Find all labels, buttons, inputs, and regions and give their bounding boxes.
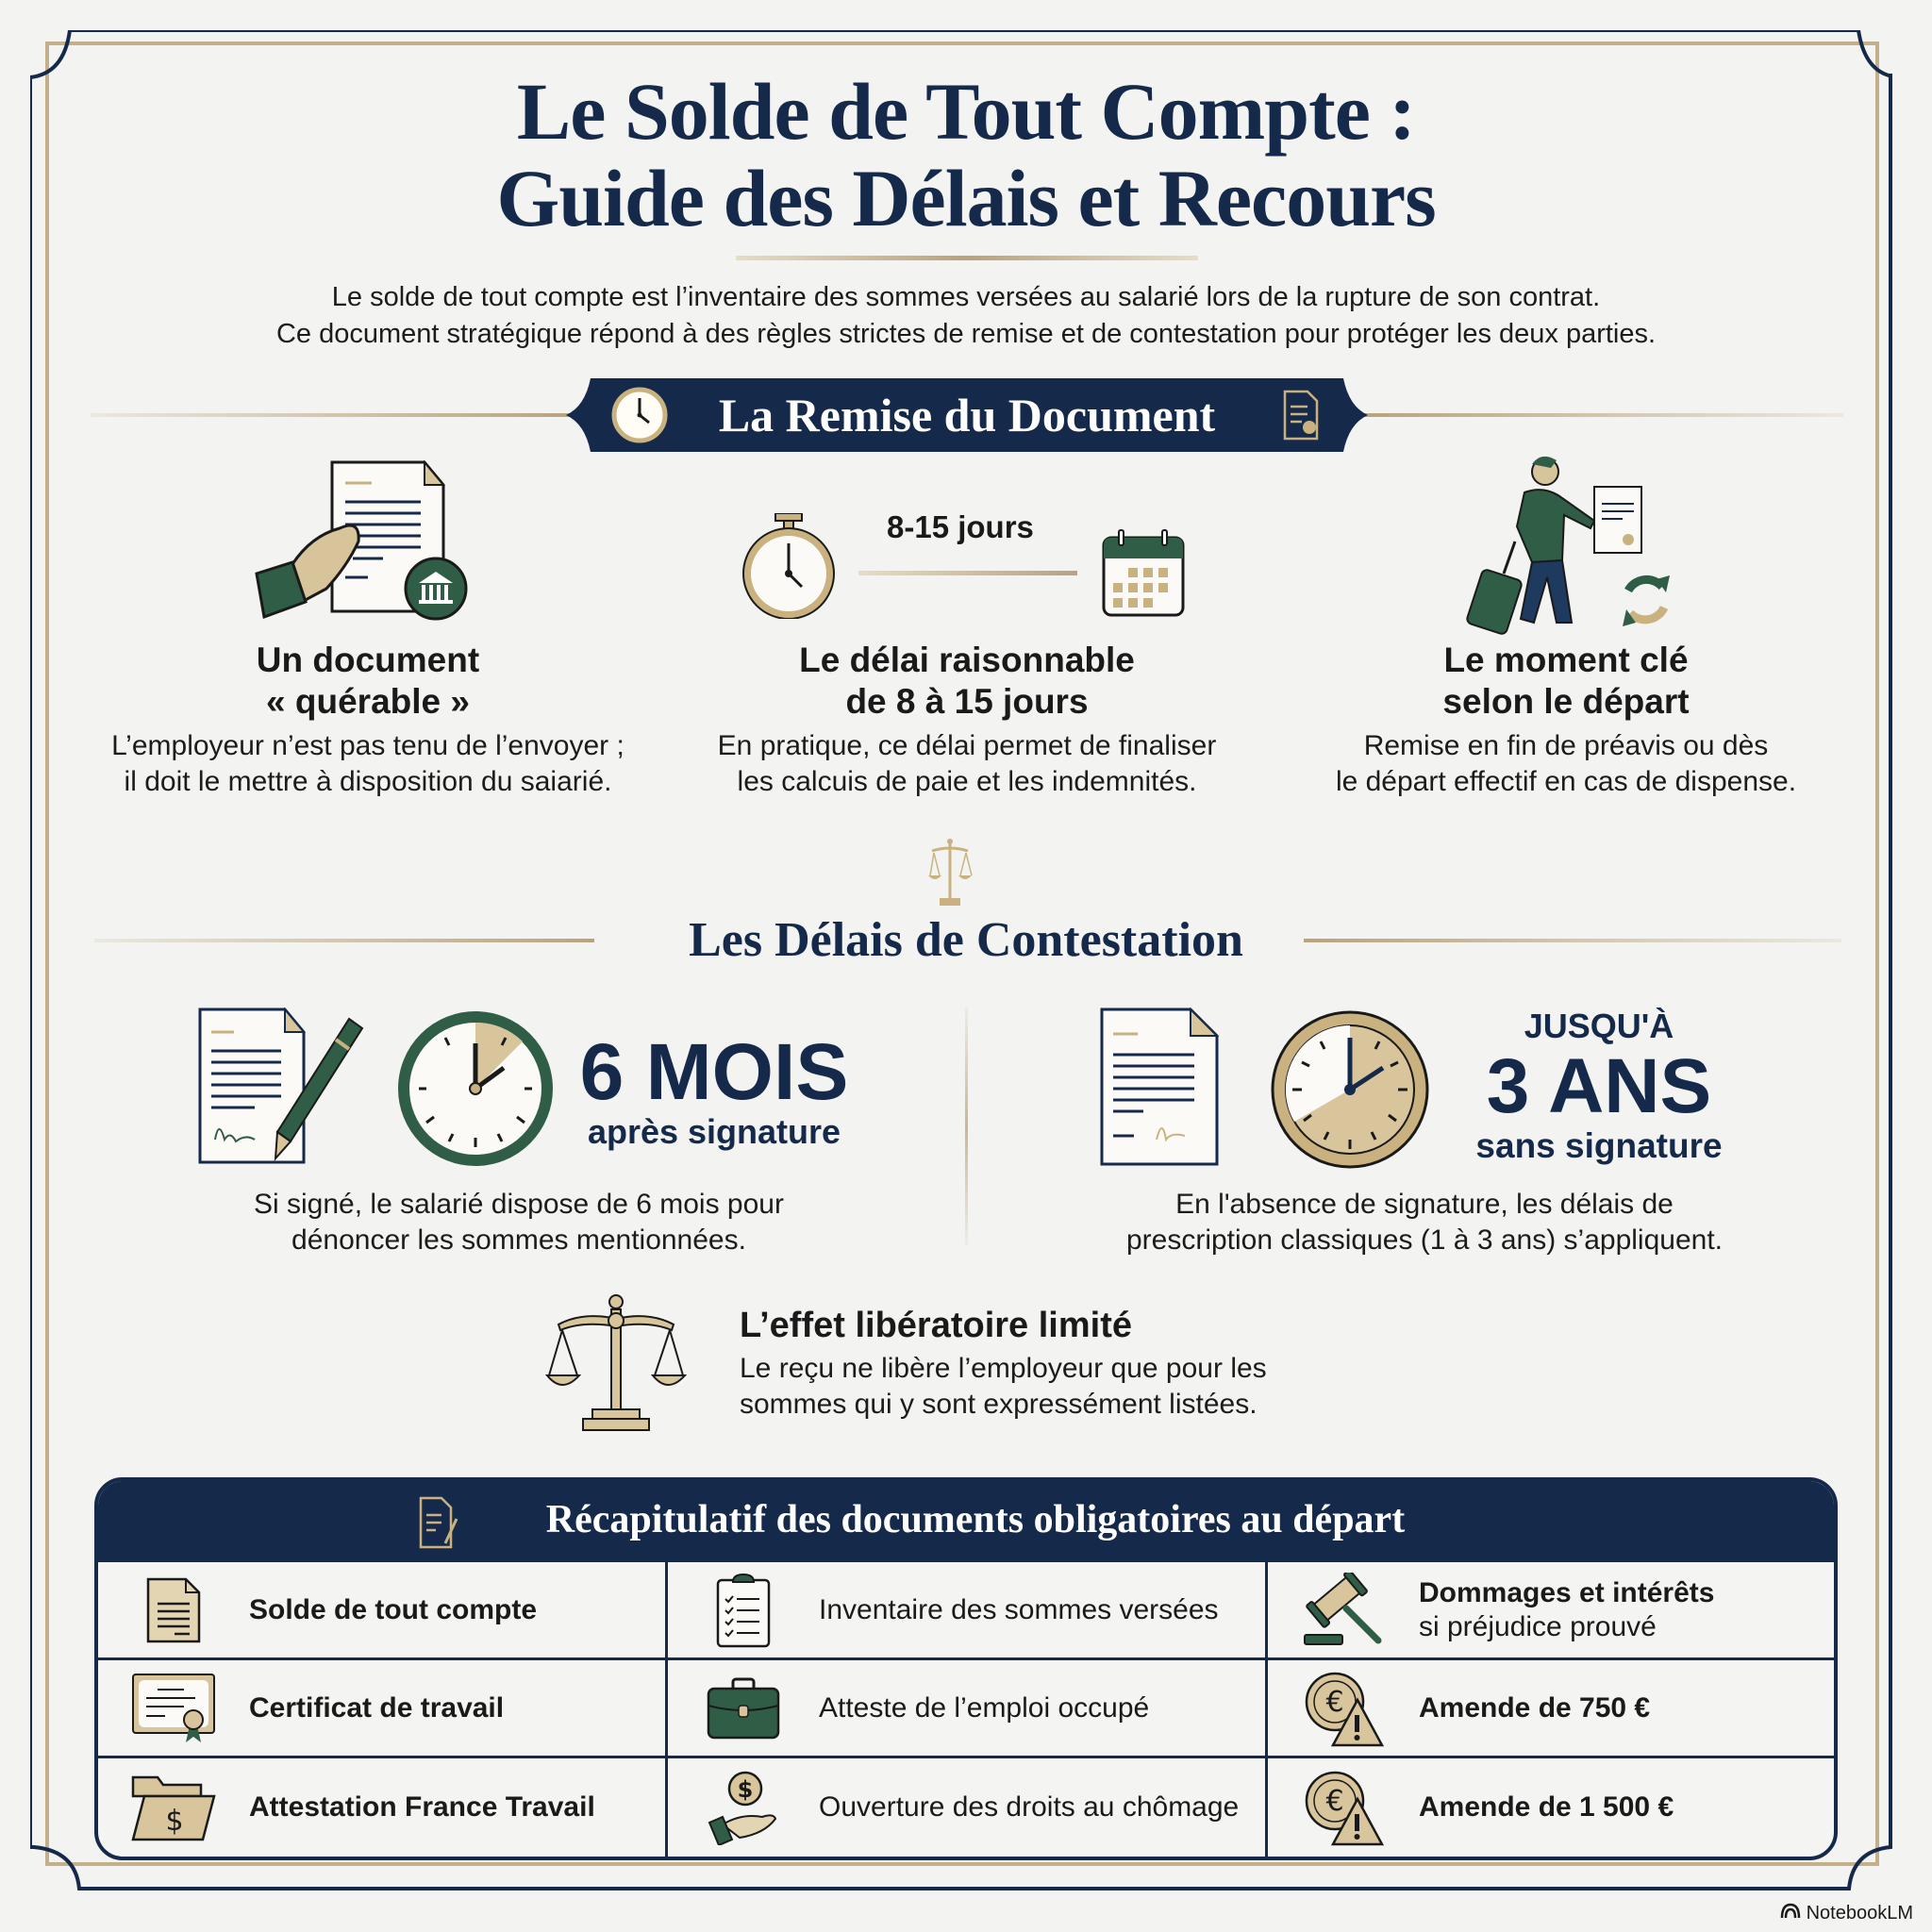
sanction-label: Amende de 1 500 € — [1419, 1791, 1674, 1823]
signed-document-pen-icon — [198, 1008, 368, 1173]
scales-of-justice-icon — [926, 836, 974, 912]
document-name: Attestation France Travail — [249, 1791, 595, 1823]
page-title — [0, 68, 1932, 242]
desc-line-1: L’employeur n’est pas tenu de l’envoyer ; — [111, 730, 625, 761]
effect-description — [740, 1351, 1267, 1423]
desc-line-1: Si signé, le salarié dispose de 6 mois pour — [254, 1189, 784, 1220]
desc-line-2: sommes qui y sont expressément listées. — [740, 1389, 1257, 1420]
sanction-condition: si préjudice prouvé — [1419, 1610, 1657, 1642]
document-purpose: Inventaire des sommes versées — [819, 1593, 1219, 1625]
table-cell-document — [98, 1660, 668, 1758]
signed-description — [170, 1187, 868, 1258]
desc-line-2: les calcuis de paie et les indemnités. — [737, 766, 1197, 797]
gavel-icon — [1287, 1573, 1400, 1648]
table-cell-sanction — [1268, 1758, 1834, 1857]
recap-title: Récapitulatif des documents obligatoires au départ — [545, 1498, 1406, 1541]
column-title-line-2: de 8 à 15 jours — [845, 682, 1089, 721]
notebooklm-logo-icon — [1780, 1902, 1801, 1924]
desc-line-2: il doit le mettre à disposition du saiarié. — [124, 766, 612, 797]
section-banner-remise — [566, 378, 1368, 452]
stopwatch-icon — [741, 513, 838, 619]
column-description — [57, 728, 679, 800]
desc-line-1: En pratique, ce délai permet de finaliser — [717, 730, 1217, 761]
svg-text:$: $ — [165, 1805, 184, 1838]
document-purpose: Ouverture des droits au chômage — [819, 1791, 1240, 1823]
signed-duration — [577, 1027, 851, 1151]
table-cell-purpose — [668, 1758, 1268, 1857]
traveler-with-document-icon — [1453, 451, 1679, 640]
desc-line-2: le départ effectif en cas de dispense. — [1335, 766, 1797, 797]
desc-line-1: Le reçu ne libère l’employeur que pour les — [740, 1353, 1267, 1384]
days-range-line — [858, 571, 1077, 575]
section-title-remise: La Remise du Document — [718, 389, 1216, 441]
clock-three-years-icon — [1266, 1006, 1434, 1178]
table-cell-document — [98, 1758, 668, 1857]
section-title-contestation: Les Délais de Contestation — [689, 913, 1243, 967]
document-purpose: Atteste de l’emploi occupé — [819, 1691, 1150, 1724]
recap-table — [94, 1477, 1838, 1860]
recap-table-header — [98, 1481, 1834, 1562]
sanction-label: Dommages et intérêts — [1419, 1576, 1715, 1608]
clock-six-months-icon — [396, 1009, 555, 1173]
desc-line-1: En l'absence de signature, les délais de — [1175, 1189, 1674, 1220]
title-line-1: Le Solde de Tout Compte : — [516, 66, 1416, 157]
column-description — [670, 728, 1264, 800]
section-rule-left — [91, 413, 572, 417]
column-title-line-2: selon le départ — [1442, 682, 1690, 721]
unsigned-document-icon — [1100, 1008, 1223, 1173]
limited-release-effect — [740, 1304, 1267, 1423]
svg-text:€: € — [1325, 1785, 1344, 1818]
checklist-clipboard-icon — [687, 1573, 800, 1648]
unsigned-duration-value: 3 ANS — [1486, 1043, 1712, 1129]
desc-line-2: dénoncer les sommes mentionnées. — [291, 1224, 746, 1256]
sanction-text — [1419, 1576, 1714, 1644]
intro-line-1: Le solde de tout compte est l’inventaire des sommes versées au salarié lors de la rupture de son contrat. — [331, 282, 1601, 312]
euro-warning-icon — [1287, 1668, 1400, 1749]
calendar-icon — [1102, 528, 1185, 617]
sanction-label: Amende de 750 € — [1419, 1691, 1651, 1724]
unsigned-description — [1057, 1187, 1792, 1258]
table-cell-sanction — [1268, 1562, 1834, 1660]
title-line-2: Guide des Délais et Recours — [496, 153, 1436, 243]
title-divider — [736, 256, 1198, 260]
hand-document-bank-icon — [255, 460, 481, 630]
brand-watermark — [1780, 1902, 1913, 1924]
signed-duration-label: après signature — [587, 1112, 841, 1151]
folder-dollar-icon — [117, 1774, 230, 1841]
column-title-line-2: « quérable » — [266, 682, 470, 721]
table-cell-purpose — [668, 1660, 1268, 1758]
document-name: Solde de tout compte — [249, 1593, 538, 1625]
unsigned-duration-prefix: JUSQU'À — [1524, 1007, 1674, 1045]
remise-column-timing — [1264, 640, 1868, 800]
briefcase-icon — [687, 1677, 800, 1740]
effect-title: L’effet libératoire limité — [740, 1306, 1132, 1345]
desc-line-1: Remise en fin de préavis ou dès — [1363, 730, 1769, 761]
hand-coin-icon — [687, 1770, 800, 1845]
days-range-label: 8-15 jours — [887, 509, 1034, 544]
svg-text:€: € — [1325, 1685, 1344, 1719]
intro-line-2: Ce document stratégique répond à des règles strictes de remise et de contestation pour protéger les deux parties. — [275, 319, 1657, 349]
desc-line-2: prescription classiques (1 à 3 ans) s’appliquent. — [1125, 1224, 1723, 1256]
remise-column-queryable — [57, 640, 679, 800]
unsigned-duration-label: sans signature — [1475, 1126, 1723, 1165]
svg-text:$: $ — [737, 1776, 754, 1803]
table-cell-purpose — [668, 1562, 1268, 1660]
column-description — [1264, 728, 1868, 800]
signed-duration-value: 6 MOIS — [579, 1027, 849, 1116]
document-icon — [117, 1577, 230, 1643]
column-divider — [965, 1008, 968, 1245]
column-title-line-1: Le moment clé — [1443, 641, 1689, 679]
brand-name: NotebookLM — [1806, 1902, 1913, 1924]
table-cell-sanction — [1268, 1660, 1834, 1758]
section-rule-right — [1362, 413, 1843, 417]
document-name: Certificat de travail — [249, 1691, 505, 1724]
euro-warning-icon — [1287, 1767, 1400, 1848]
recap-grid — [98, 1562, 1834, 1857]
column-title-line-1: Le délai raisonnable — [799, 641, 1135, 679]
unsigned-duration — [1453, 1006, 1745, 1166]
scales-balance-icon — [545, 1292, 687, 1439]
certificate-icon — [117, 1673, 230, 1744]
remise-column-delay — [670, 640, 1264, 800]
table-cell-document — [98, 1562, 668, 1660]
intro-text — [0, 279, 1932, 353]
column-title-line-1: Un document — [256, 641, 480, 679]
